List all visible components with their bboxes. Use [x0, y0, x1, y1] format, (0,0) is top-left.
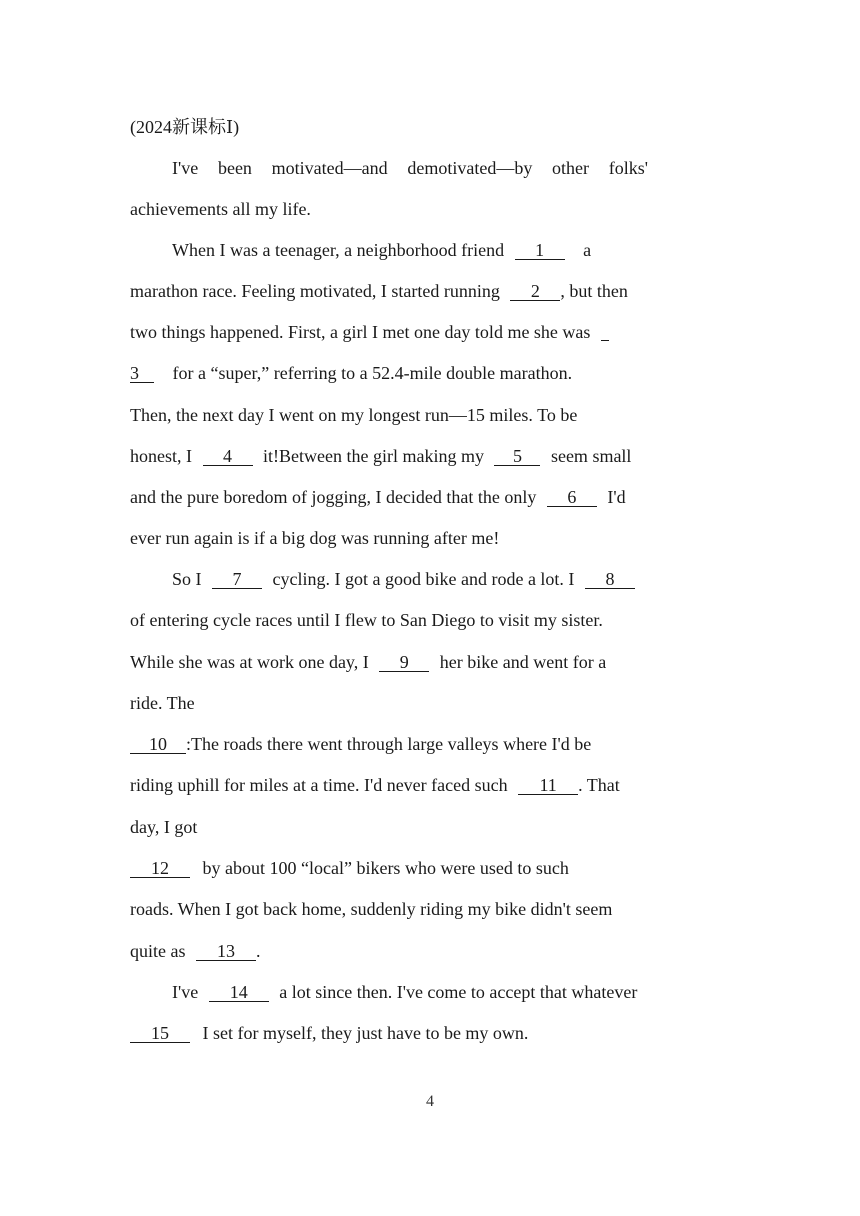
paragraph-2-line-8: ever run again is if a big dog was running after me!	[130, 528, 500, 548]
paragraph-4-line-2	[130, 1022, 528, 1044]
blank-13[interactable]: 13	[196, 942, 256, 961]
paragraph-3-line-9: roads. When I got back home, suddenly riding my bike didn't seem	[130, 899, 613, 919]
text-segment: seem small	[550, 446, 632, 466]
text-segment: two things happened. First, a girl I met one day told me she was	[130, 322, 591, 342]
blank-7[interactable]: 7	[212, 570, 262, 589]
blank-11[interactable]: 11	[518, 776, 578, 795]
blank-14[interactable]: 14	[209, 983, 269, 1002]
paragraph-1-line-2: achievements all my life.	[130, 199, 311, 219]
text-segment: I set for myself, they just have to be my own.	[202, 1023, 529, 1043]
paragraph-3-line-6	[130, 774, 620, 796]
text-segment: While she was at work one day, I	[130, 652, 369, 672]
text-segment: quite as	[130, 941, 186, 961]
text-segment: , but then	[560, 281, 628, 301]
text-segment: a lot since then. I've come to accept that whatever	[279, 982, 638, 1002]
paragraph-3-line-4: ride. The	[130, 693, 195, 713]
blank-3[interactable]: 3	[130, 364, 154, 383]
paragraph-3-line-3	[130, 651, 606, 673]
paragraph-2-line-1	[172, 239, 591, 261]
blank-5[interactable]: 5	[494, 447, 540, 466]
paragraph-2-line-6	[130, 445, 631, 467]
text-segment: honest, I	[130, 446, 192, 466]
text-segment: :The roads there went through large valleys where I'd be	[186, 734, 592, 754]
paragraph-3-line-2: of entering cycle races until I flew to San Diego to visit my sister.	[130, 610, 603, 630]
blank-8[interactable]: 8	[585, 570, 635, 589]
text-segment: by about 100 “local” bikers who were used to such	[202, 858, 569, 878]
paragraph-2-line-3	[130, 321, 609, 343]
blank-10[interactable]: 10	[130, 735, 186, 754]
source-label: (2024新课标Ⅰ)	[130, 117, 240, 137]
paragraph-2-line-7	[130, 486, 626, 508]
paragraph-3-line-7: day, I got	[130, 817, 198, 837]
page-number: 4	[426, 1093, 434, 1110]
blank-6[interactable]: 6	[547, 488, 597, 507]
paragraph-2-line-4	[130, 362, 572, 384]
paragraph-1-line-1: I've been motivated—and demotivated—by other folks'	[172, 158, 648, 178]
text-segment: I'd	[607, 487, 626, 507]
blank-12[interactable]: 12	[130, 859, 190, 878]
blank-15[interactable]: 15	[130, 1024, 190, 1043]
blank-1[interactable]: 1	[515, 241, 565, 260]
text-segment: I've	[172, 982, 199, 1002]
blank-4[interactable]: 4	[203, 447, 253, 466]
paragraph-2-line-5: Then, the next day I went on my longest run—15 miles. To be	[130, 405, 578, 425]
text-segment: her bike and went for a	[439, 652, 607, 672]
paragraph-3-line-8	[130, 857, 569, 879]
text-segment: When I was a teenager, a neighborhood friend	[172, 240, 505, 260]
text-segment: cycling. I got a good bike and rode a lot. I	[272, 569, 575, 589]
paragraph-3-line-10	[130, 940, 261, 962]
text-segment: it!Between the girl making my	[263, 446, 484, 466]
text-segment: So I	[172, 569, 202, 589]
paragraph-3-line-5	[130, 733, 591, 755]
blank-9[interactable]: 9	[379, 653, 429, 672]
text-segment: marathon race. Feeling motivated, I started running	[130, 281, 500, 301]
blank-2[interactable]: 2	[510, 282, 560, 301]
text-segment: a	[583, 240, 592, 260]
text-segment: for a “super,” referring to a 52.4-mile double marathon.	[172, 363, 573, 383]
text-segment: .	[256, 941, 261, 961]
text-segment: . That	[578, 775, 620, 795]
text-segment: riding uphill for miles at a time. I'd never faced such	[130, 775, 508, 795]
paragraph-3-line-1	[172, 568, 635, 590]
paragraph-4-line-1	[172, 981, 637, 1003]
blank-3-start	[601, 324, 609, 341]
text-segment: and the pure boredom of jogging, I decided that the only	[130, 487, 537, 507]
paragraph-2-line-2	[130, 280, 628, 302]
